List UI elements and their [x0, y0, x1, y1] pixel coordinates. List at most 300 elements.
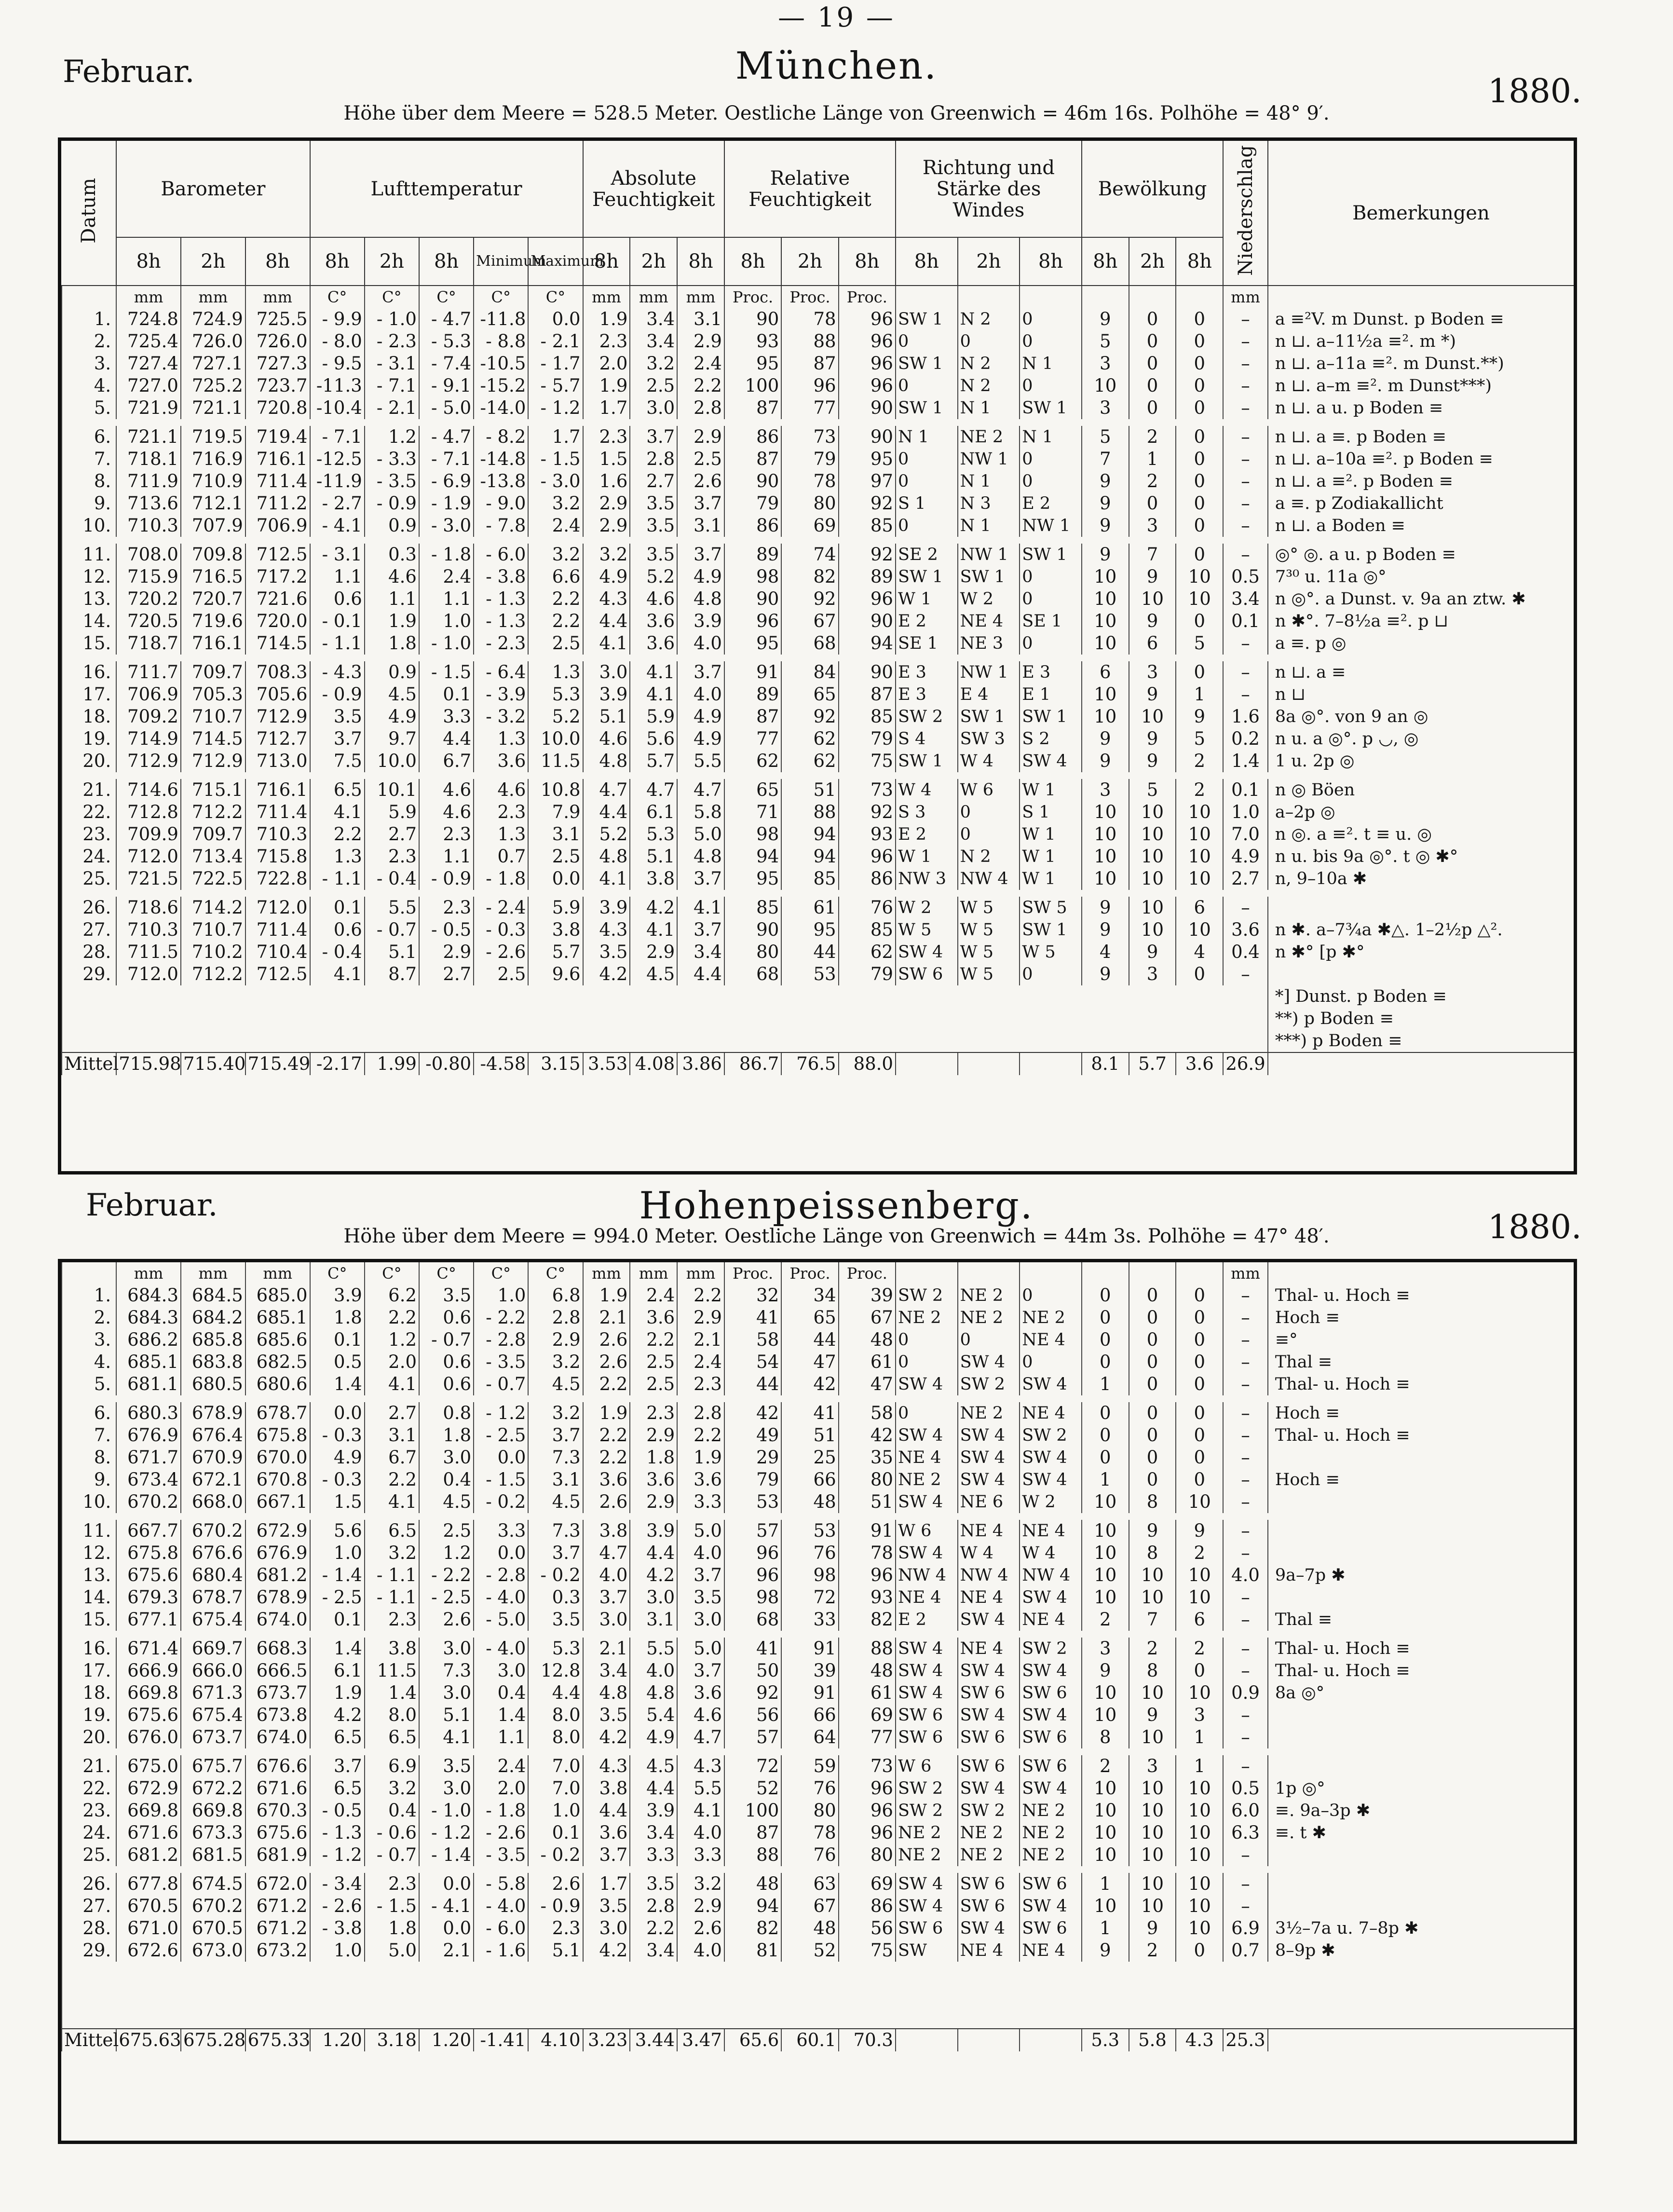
table-cell: - 1.2: [528, 397, 583, 419]
table-cell: 90: [724, 308, 781, 330]
table-cell: 1.9: [583, 375, 630, 397]
table-cell: 0: [896, 375, 958, 397]
table-cell: - 0.9: [528, 1895, 583, 1917]
table-cell: 4.9: [365, 706, 419, 728]
table-cell: 8.0: [528, 1726, 583, 1748]
table-cell: 0: [1176, 448, 1223, 470]
table-cell: 0: [1020, 470, 1082, 492]
table-cell: 4.4: [528, 1682, 583, 1704]
table-cell: 9: [1082, 1660, 1129, 1682]
table-cell: 669.8: [116, 1800, 181, 1822]
group-spacer: [62, 419, 1574, 426]
table-cell: 4.: [62, 375, 116, 397]
table-cell: 712.9: [116, 750, 181, 772]
table-cell: 10.1: [365, 779, 419, 801]
table-cell: 0: [1176, 1424, 1223, 1447]
mean-cell: [958, 1052, 1020, 1075]
table-cell: 87: [724, 448, 781, 470]
table-cell: 10: [1176, 868, 1223, 890]
table-cell: W 4: [896, 779, 958, 801]
table-cell: 10: [1129, 706, 1176, 728]
spacer-cell: [62, 890, 1574, 897]
table-cell: 673.0: [181, 1939, 245, 1962]
table-cell: 2.2: [365, 1307, 419, 1329]
table-cell: 0.0: [474, 1447, 528, 1469]
table-cell: 674.5: [181, 1873, 245, 1895]
table-cell: n ✱°. 7–8½a ≡². p ⊔: [1268, 610, 1574, 632]
table-cell: 716.1: [181, 632, 245, 655]
table-cell: 3.5: [630, 515, 677, 537]
table-cell: [1268, 1844, 1574, 1866]
unit-cell: mm: [181, 286, 245, 308]
table-cell: 87: [724, 397, 781, 419]
table-cell: 78: [781, 308, 838, 330]
station-info-2: Höhe über dem Meere = 994.0 Meter. Oestliche Länge von Greenwich = 44m 3s. Polhöhe = 47° 48′.: [343, 1225, 1330, 1247]
header-rel-8h-a: 8h: [724, 237, 781, 286]
table-cell: 10: [1082, 1844, 1129, 1866]
table-cell: 79: [839, 728, 896, 750]
table-cell: 5: [1176, 728, 1223, 750]
table-cell: 717.2: [245, 566, 310, 588]
table-cell: 2.3: [528, 1917, 583, 1939]
table-cell: NE 2: [1020, 1844, 1082, 1866]
table-cell: - 1.2: [474, 1402, 528, 1424]
table-cell: 671.3: [181, 1682, 245, 1704]
table-cell: 6.5: [365, 1520, 419, 1542]
table-cell: 10: [1082, 375, 1129, 397]
table-cell: 78: [781, 470, 838, 492]
table-cell: - 4.1: [419, 1895, 474, 1917]
table-cell: 2.2: [677, 375, 724, 397]
table-cell: W 2: [958, 588, 1020, 610]
unit-cell: [958, 1262, 1020, 1284]
table-cell: - 4.0: [474, 1638, 528, 1660]
table-cell: 670.8: [245, 1469, 310, 1491]
table-cell: 67: [781, 610, 838, 632]
table-cell: 2.2: [583, 1373, 630, 1395]
table-cell: 2: [1129, 470, 1176, 492]
table-cell: SW 2: [1020, 1424, 1082, 1447]
table-cell: 27.: [62, 1895, 116, 1917]
table-cell: 7.: [62, 448, 116, 470]
table-cell: 3.2: [630, 353, 677, 375]
table-cell: 10: [1129, 868, 1176, 890]
table-cell: 87: [781, 353, 838, 375]
table-cell: SW 4: [1020, 1447, 1082, 1469]
table-cell: 10: [1129, 823, 1176, 846]
table-cell: NE 2: [896, 1469, 958, 1491]
table-cell: 4.7: [583, 779, 630, 801]
table-cell: 0.1: [310, 897, 365, 919]
table-row: [62, 308, 1574, 330]
table-cell: 4.8: [630, 1682, 677, 1704]
table-cell: 4.1: [630, 661, 677, 683]
table-cell: 1: [1176, 683, 1223, 706]
table-cell: 4.1: [419, 1726, 474, 1748]
table-cell: - 0.9: [419, 868, 474, 890]
table-cell: 4.4: [583, 801, 630, 823]
table-cell: 10: [1082, 632, 1129, 655]
table-cell: 3.0: [419, 1638, 474, 1660]
table-cell: 41: [724, 1638, 781, 1660]
table-cell: 8: [1129, 1542, 1176, 1564]
table-cell: 77: [839, 1726, 896, 1748]
table-cell: 47: [781, 1351, 838, 1373]
table-cell: - 4.3: [310, 661, 365, 683]
table-cell: - 0.2: [528, 1564, 583, 1586]
table-cell: 716.1: [245, 779, 310, 801]
table-cell: 4.7: [677, 1726, 724, 1748]
table-cell: 727.1: [181, 353, 245, 375]
table-cell: 672.2: [181, 1777, 245, 1800]
table-cell: 672.1: [181, 1469, 245, 1491]
table-cell: 672.9: [245, 1520, 310, 1542]
table-cell: 9: [1082, 919, 1129, 941]
table-cell: 42: [839, 1424, 896, 1447]
table-cell: 0: [1129, 1373, 1176, 1395]
table-cell: 3.5: [310, 706, 365, 728]
table-cell: 10: [1176, 846, 1223, 868]
table-cell: 8a ◎°. von 9 an ◎: [1268, 706, 1574, 728]
table-cell: 721.5: [116, 868, 181, 890]
table-cell: 673.4: [116, 1469, 181, 1491]
table-cell: 48: [839, 1660, 896, 1682]
table-cell: 2: [1176, 750, 1223, 772]
table-cell: 3.5: [419, 1755, 474, 1777]
table-cell: SW 4: [896, 1424, 958, 1447]
table-cell: 0.6: [419, 1307, 474, 1329]
table-cell: 81: [724, 1939, 781, 1962]
table-cell: 3.6: [583, 1822, 630, 1844]
table-cell: 4.1: [365, 1491, 419, 1513]
table-cell: 686.2: [116, 1329, 181, 1351]
table-cell: 674.0: [245, 1726, 310, 1748]
table-cell: 2.7: [630, 470, 677, 492]
table-cell: 714.5: [245, 632, 310, 655]
table-cell: - 9.1: [419, 375, 474, 397]
table-cell: SW 4: [958, 1469, 1020, 1491]
table-cell: SW 4: [1020, 1704, 1082, 1726]
table-cell: 0: [1129, 1469, 1176, 1491]
table-cell: 7.3: [528, 1447, 583, 1469]
table-cell: Thal- u. Hoch ≡: [1268, 1424, 1574, 1447]
table-cell: 3.7: [583, 1844, 630, 1866]
table-cell: 80: [724, 941, 781, 963]
table-cell: 2.2: [528, 588, 583, 610]
table-cell: 705.3: [181, 683, 245, 706]
table-cell: 0.1: [419, 683, 474, 706]
table-cell: 5.2: [583, 823, 630, 846]
table-cell: 680.5: [181, 1373, 245, 1395]
table-row: [62, 1284, 1574, 1307]
table-cell: 3.5: [528, 1609, 583, 1631]
table-cell: n ⊔. a Boden ≡: [1268, 515, 1574, 537]
table-cell: 11.5: [365, 1660, 419, 1682]
table-cell: 10: [1129, 801, 1176, 823]
header-wind-2h: 2h: [958, 237, 1020, 286]
header-cloud-8h-a: 8h: [1082, 237, 1129, 286]
table-cell: 0: [1020, 308, 1082, 330]
table-cell: SW 4: [896, 1638, 958, 1660]
table-cell: a ≡. p ◎: [1268, 632, 1574, 655]
table-cell: ≡. 9a–3p ✱: [1268, 1800, 1574, 1822]
mean-cell: -0.80: [419, 1052, 474, 1075]
table-cell: 9: [1082, 492, 1129, 515]
table-cell: SW 4: [1020, 1660, 1082, 1682]
table-cell: - 3.0: [528, 470, 583, 492]
table-cell: 0: [1176, 330, 1223, 353]
table-cell: SW 4: [896, 1660, 958, 1682]
table-cell: Thal- u. Hoch ≡: [1268, 1284, 1574, 1307]
unit-cell: [1268, 286, 1574, 308]
table-cell: NW 4: [958, 868, 1020, 890]
table-cell: 9.6: [528, 963, 583, 985]
table-cell: 672.9: [116, 1777, 181, 1800]
table-cell: SW 2: [1020, 1638, 1082, 1660]
table-cell: 10: [1082, 846, 1129, 868]
table-cell: 2.5: [474, 963, 528, 985]
table-cell: Thal ≡: [1268, 1351, 1574, 1373]
table-row: [62, 1939, 1574, 1962]
table-row: [62, 868, 1574, 890]
table-row: [62, 919, 1574, 941]
table-cell: W 1: [1020, 779, 1082, 801]
table-cell: 19.: [62, 728, 116, 750]
table-cell: - 9.5: [310, 353, 365, 375]
table-cell: N 1: [958, 515, 1020, 537]
table-cell: 0.1: [1223, 610, 1268, 632]
table-cell: - 0.7: [365, 919, 419, 941]
table-cell: 80: [781, 1800, 838, 1822]
table-cell: 668.3: [245, 1638, 310, 1660]
table-cell: –: [1223, 470, 1268, 492]
table-cell: 0: [1176, 1402, 1223, 1424]
table-cell: 57: [724, 1520, 781, 1542]
table-cell: - 1.1: [310, 632, 365, 655]
table-cell: 25.: [62, 868, 116, 890]
table-cell: 6.5: [365, 1726, 419, 1748]
table-cell: 3½–7a u. 7–8p ✱: [1268, 1917, 1574, 1939]
table-cell: 93: [724, 330, 781, 353]
table-cell: 714.5: [181, 728, 245, 750]
table-cell: - 3.1: [310, 544, 365, 566]
table-cell: SW 1: [896, 750, 958, 772]
table-row: [62, 566, 1574, 588]
blank-cell: [62, 1962, 1574, 1984]
table-cell: 719.5: [181, 426, 245, 448]
mean-cell: 3.86: [677, 1052, 724, 1075]
table-cell: 87: [724, 1822, 781, 1844]
table-cell: SW 5: [1020, 897, 1082, 919]
table-cell: Thal- u. Hoch ≡: [1268, 1660, 1574, 1682]
table-cell: 667.1: [245, 1491, 310, 1513]
table-cell: [1268, 1704, 1574, 1726]
group-spacer: [62, 1631, 1574, 1638]
table-cell: 718.1: [116, 448, 181, 470]
spacer-cell: [62, 1395, 1574, 1402]
table-cell: 712.5: [245, 963, 310, 985]
table-cell: 2: [1082, 1609, 1129, 1631]
table-cell: 0: [1020, 566, 1082, 588]
table-cell: 3: [1129, 963, 1176, 985]
table-cell: 22.: [62, 1777, 116, 1800]
table-cell: 0: [1129, 1284, 1176, 1307]
table-cell: 712.0: [116, 963, 181, 985]
table-cell: 6.3: [1223, 1822, 1268, 1844]
mean-cell: 3.53: [583, 1052, 630, 1075]
group-spacer: [62, 1395, 1574, 1402]
table-cell: 10.0: [528, 728, 583, 750]
table-cell: 0.4: [365, 1800, 419, 1822]
table-cell: 17.: [62, 1660, 116, 1682]
table-cell: 0.0: [419, 1873, 474, 1895]
table-cell: 5.1: [583, 706, 630, 728]
mean-cell: 88.0: [839, 1052, 896, 1075]
table-cell: 48: [724, 1873, 781, 1895]
table-cell: –: [1223, 426, 1268, 448]
table-cell: 709.9: [116, 823, 181, 846]
table-cell: 726.0: [245, 330, 310, 353]
table-row: [62, 823, 1574, 846]
table-cell: 79: [839, 963, 896, 985]
table-cell: 9: [1129, 1704, 1176, 1726]
table-cell: 0: [1176, 492, 1223, 515]
table-cell: 91: [781, 1682, 838, 1704]
table-cell: 62: [839, 941, 896, 963]
table-cell: NE 2: [958, 1284, 1020, 1307]
table-cell: 8: [1129, 1491, 1176, 1513]
table-cell: 0: [1176, 1373, 1223, 1395]
table-cell: 1 u. 2p ◎: [1268, 750, 1574, 772]
table-cell: 6: [1176, 897, 1223, 919]
table-cell: - 1.7: [528, 353, 583, 375]
table-cell: 26.: [62, 1873, 116, 1895]
table-cell: 0.0: [310, 1402, 365, 1424]
table-cell: 4.7: [630, 779, 677, 801]
table-cell: 77: [724, 728, 781, 750]
table-cell: - 3.1: [365, 353, 419, 375]
unit-cell: mm: [1223, 286, 1268, 308]
table-cell: 88: [724, 1844, 781, 1866]
table-cell: 2.7: [419, 963, 474, 985]
table-cell: 2: [1176, 1638, 1223, 1660]
table-cell: 11.: [62, 544, 116, 566]
table-cell: 9: [1129, 566, 1176, 588]
table-cell: 3: [1176, 1704, 1223, 1726]
table-cell: 74: [781, 544, 838, 566]
table-cell: 0: [958, 823, 1020, 846]
table-cell: 2.9: [419, 941, 474, 963]
table-row: [62, 375, 1574, 397]
table-cell: - 0.2: [528, 1844, 583, 1866]
table-cell: 2.9: [583, 515, 630, 537]
table-cell: 3.6: [630, 632, 677, 655]
table-cell: 3.4: [583, 1660, 630, 1682]
table-cell: –: [1223, 1447, 1268, 1469]
header-datum: Datum: [62, 141, 116, 286]
table-cell: - 5.7: [528, 375, 583, 397]
table-cell: 1.9: [583, 1284, 630, 1307]
table-cell: 10: [1129, 1726, 1176, 1748]
table-cell: 12.8: [528, 1660, 583, 1682]
table-cell: 79: [724, 492, 781, 515]
table-row: [62, 426, 1574, 448]
table-row: [62, 846, 1574, 868]
table-cell: - 7.1: [419, 448, 474, 470]
table-cell: 711.4: [245, 801, 310, 823]
table-cell: 1p ◎°: [1268, 1777, 1574, 1800]
mean-cell: [1268, 2029, 1574, 2051]
table-row: [62, 1424, 1574, 1447]
table-cell: 1.: [62, 308, 116, 330]
table-cell: 675.7: [181, 1755, 245, 1777]
table-cell: 684.3: [116, 1284, 181, 1307]
table-cell: 59: [781, 1755, 838, 1777]
table-cell: 2.5: [630, 1351, 677, 1373]
table-cell: 92: [839, 492, 896, 515]
table-cell: 67: [839, 1307, 896, 1329]
table-cell: 4.4: [677, 963, 724, 985]
table-cell: 3: [1129, 515, 1176, 537]
table-cell: 1: [1082, 1873, 1129, 1895]
table-cell: 712.0: [245, 897, 310, 919]
table-cell: W 1: [1020, 846, 1082, 868]
table-cell: - 1.0: [419, 632, 474, 655]
table-cell: N 1: [896, 426, 958, 448]
table-cell: 4.3: [583, 1755, 630, 1777]
table-cell: 7: [1082, 448, 1129, 470]
table-cell: 2.7: [365, 823, 419, 846]
table-cell: 82: [724, 1917, 781, 1939]
table-cell: 8: [1082, 1726, 1129, 1748]
table-cell: 82: [781, 566, 838, 588]
unit-cell: C°: [310, 286, 365, 308]
table-cell: 3.3: [419, 706, 474, 728]
table-cell: 10: [1082, 610, 1129, 632]
table-cell: 716.9: [181, 448, 245, 470]
table-cell: 1.6: [583, 470, 630, 492]
table-cell: 718.6: [116, 897, 181, 919]
table-cell: SW 6: [1020, 1755, 1082, 1777]
table-cell: 2.4: [528, 515, 583, 537]
table-cell: S 1: [896, 492, 958, 515]
table-cell: 684.2: [181, 1307, 245, 1329]
table-cell: 90: [724, 919, 781, 941]
table-cell: 5.5: [365, 897, 419, 919]
table-cell: 714.9: [116, 728, 181, 750]
table-cell: - 1.5: [365, 1895, 419, 1917]
mean-cell: 3.23: [583, 2029, 630, 2051]
table-cell: 721.1: [181, 397, 245, 419]
table-cell: 2: [1176, 1542, 1223, 1564]
table-cell: 2.9: [528, 1329, 583, 1351]
table-cell: 10: [1176, 1491, 1223, 1513]
table-cell: 35: [839, 1447, 896, 1469]
table-cell: 2.: [62, 1307, 116, 1329]
table-cell: 96: [839, 846, 896, 868]
table-cell: 1.1: [419, 846, 474, 868]
table-cell: 2.7: [1223, 868, 1268, 890]
table-cell: 2.2: [630, 1329, 677, 1351]
table-cell: S 2: [1020, 728, 1082, 750]
table-cell: NE 2: [1020, 1307, 1082, 1329]
table-cell: - 0.1: [310, 610, 365, 632]
header-abs-8h-b: 8h: [677, 237, 724, 286]
table-cell: 0.0: [528, 868, 583, 890]
table-cell: 66: [781, 1469, 838, 1491]
table-cell: 3.8: [365, 1638, 419, 1660]
table-cell: SW 2: [958, 1373, 1020, 1395]
